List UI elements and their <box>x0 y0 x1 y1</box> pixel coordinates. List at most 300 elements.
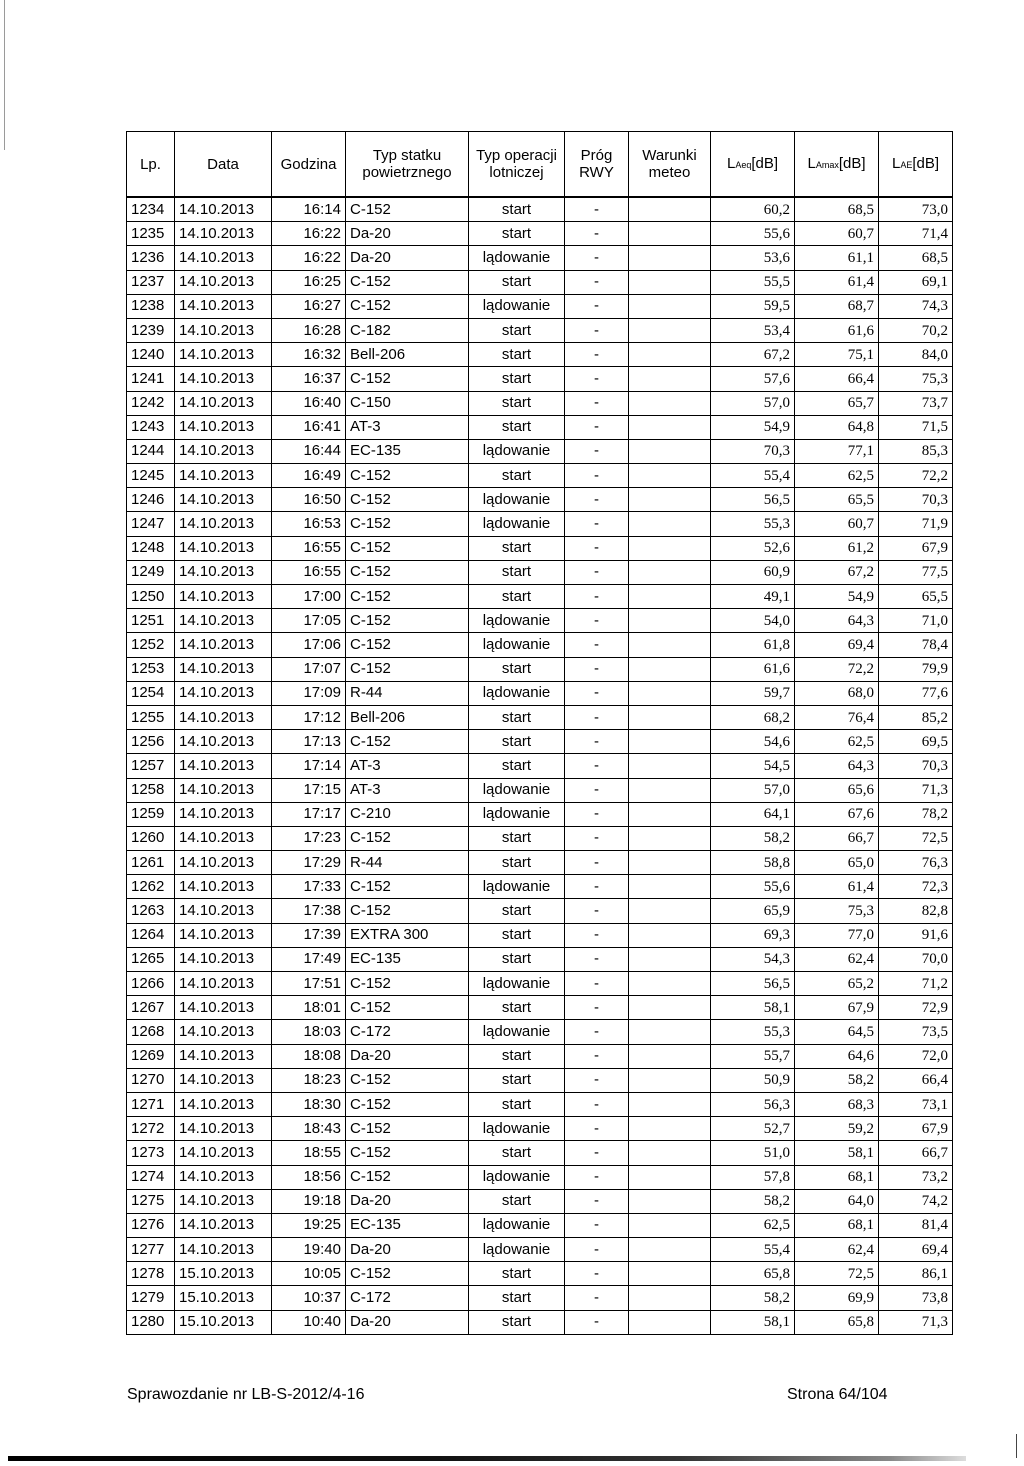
cell-laeq: 55,3 <box>711 512 795 536</box>
cell-lamax: 62,4 <box>795 947 879 971</box>
cell-date: 14.10.2013 <box>175 851 272 875</box>
cell-lamax: 77,0 <box>795 923 879 947</box>
cell-lp: 1275 <box>127 1189 175 1213</box>
cell-laeq: 67,2 <box>711 343 795 367</box>
cell-operation: start <box>469 270 565 294</box>
cell-threshold: - <box>565 343 629 367</box>
cell-aircraft: C-152 <box>346 1165 469 1189</box>
cell-aircraft: C-152 <box>346 1068 469 1092</box>
cell-threshold: - <box>565 1189 629 1213</box>
cell-laeq: 58,2 <box>711 1189 795 1213</box>
cell-laeq: 58,1 <box>711 1310 795 1334</box>
table-row <box>127 1117 953 1141</box>
cell-threshold: - <box>565 972 629 996</box>
cell-lae: 73,5 <box>879 1020 953 1044</box>
cell-weather <box>629 851 711 875</box>
cell-operation: lądowanie <box>469 488 565 512</box>
cell-date: 14.10.2013 <box>175 1092 272 1116</box>
cell-lp: 1263 <box>127 899 175 923</box>
cell-aircraft: Da-20 <box>346 1238 469 1262</box>
cell-lamax: 69,9 <box>795 1286 879 1310</box>
cell-weather <box>629 875 711 899</box>
cell-operation: start <box>469 826 565 850</box>
cell-lae: 78,2 <box>879 802 953 826</box>
cell-lamax: 68,0 <box>795 681 879 705</box>
table-row <box>127 705 953 729</box>
cell-threshold: - <box>565 270 629 294</box>
cell-time: 17:33 <box>272 875 346 899</box>
cell-time: 17:15 <box>272 778 346 802</box>
cell-operation: start <box>469 318 565 342</box>
cell-aircraft: Da-20 <box>346 246 469 270</box>
cell-threshold: - <box>565 488 629 512</box>
cell-date: 14.10.2013 <box>175 246 272 270</box>
cell-aircraft: Da-20 <box>346 1044 469 1068</box>
cell-lae: 71,3 <box>879 778 953 802</box>
cell-lamax: 67,2 <box>795 560 879 584</box>
cell-lp: 1258 <box>127 778 175 802</box>
cell-weather <box>629 536 711 560</box>
cell-threshold: - <box>565 222 629 246</box>
cell-lae: 70,0 <box>879 947 953 971</box>
cell-time: 17:13 <box>272 730 346 754</box>
cell-weather <box>629 681 711 705</box>
cell-lamax: 60,7 <box>795 222 879 246</box>
cell-lae: 86,1 <box>879 1262 953 1286</box>
cell-time: 16:22 <box>272 222 346 246</box>
cell-operation: lądowanie <box>469 1117 565 1141</box>
cell-laeq: 56,3 <box>711 1092 795 1116</box>
cell-operation: start <box>469 222 565 246</box>
cell-threshold: - <box>565 826 629 850</box>
cell-date: 14.10.2013 <box>175 270 272 294</box>
cell-lamax: 58,1 <box>795 1141 879 1165</box>
cell-date: 14.10.2013 <box>175 560 272 584</box>
cell-time: 16:25 <box>272 270 346 294</box>
cell-threshold: - <box>565 1310 629 1334</box>
cell-time: 16:55 <box>272 536 346 560</box>
cell-weather <box>629 1141 711 1165</box>
cell-laeq: 55,6 <box>711 875 795 899</box>
cell-time: 18:56 <box>272 1165 346 1189</box>
cell-laeq: 56,5 <box>711 972 795 996</box>
cell-threshold: - <box>565 1141 629 1165</box>
cell-date: 14.10.2013 <box>175 705 272 729</box>
cell-time: 17:38 <box>272 899 346 923</box>
cell-time: 17:14 <box>272 754 346 778</box>
cell-weather <box>629 609 711 633</box>
cell-aircraft: C-150 <box>346 391 469 415</box>
cell-date: 14.10.2013 <box>175 197 272 222</box>
cell-lp: 1234 <box>127 197 175 222</box>
cell-lamax: 62,5 <box>795 464 879 488</box>
cell-operation: start <box>469 1310 565 1334</box>
cell-laeq: 58,8 <box>711 851 795 875</box>
table-row <box>127 826 953 850</box>
cell-operation: start <box>469 657 565 681</box>
cell-weather <box>629 899 711 923</box>
cell-lae: 69,4 <box>879 1238 953 1262</box>
table-row <box>127 391 953 415</box>
cell-threshold: - <box>565 512 629 536</box>
cell-lamax: 67,9 <box>795 996 879 1020</box>
cell-date: 14.10.2013 <box>175 439 272 463</box>
cell-aircraft: C-152 <box>346 1262 469 1286</box>
cell-threshold: - <box>565 246 629 270</box>
cell-date: 15.10.2013 <box>175 1262 272 1286</box>
cell-aircraft: C-152 <box>346 633 469 657</box>
cell-lae: 71,2 <box>879 972 953 996</box>
cell-time: 16:40 <box>272 391 346 415</box>
cell-weather <box>629 391 711 415</box>
cell-time: 17:39 <box>272 923 346 947</box>
table-row <box>127 633 953 657</box>
cell-operation: start <box>469 947 565 971</box>
report-number: Sprawozdanie nr LB-S-2012/4-16 <box>127 1386 365 1403</box>
cell-lp: 1255 <box>127 705 175 729</box>
cell-weather <box>629 488 711 512</box>
cell-weather <box>629 197 711 222</box>
cell-lp: 1267 <box>127 996 175 1020</box>
cell-laeq: 55,3 <box>711 1020 795 1044</box>
table-row <box>127 851 953 875</box>
cell-time: 18:23 <box>272 1068 346 1092</box>
cell-operation: start <box>469 367 565 391</box>
cell-time: 16:41 <box>272 415 346 439</box>
cell-aircraft: AT-3 <box>346 754 469 778</box>
cell-aircraft: EC-135 <box>346 1213 469 1237</box>
cell-threshold: - <box>565 1262 629 1286</box>
table-row <box>127 778 953 802</box>
cell-date: 14.10.2013 <box>175 536 272 560</box>
cell-operation: start <box>469 923 565 947</box>
cell-laeq: 52,7 <box>711 1117 795 1141</box>
cell-lp: 1280 <box>127 1310 175 1334</box>
cell-lamax: 64,5 <box>795 1020 879 1044</box>
table-row <box>127 947 953 971</box>
table-row <box>127 754 953 778</box>
cell-lamax: 68,1 <box>795 1213 879 1237</box>
cell-lae: 70,3 <box>879 754 953 778</box>
cell-lae: 84,0 <box>879 343 953 367</box>
cell-aircraft: C-152 <box>346 730 469 754</box>
cell-lae: 77,6 <box>879 681 953 705</box>
cell-threshold: - <box>565 1165 629 1189</box>
cell-date: 15.10.2013 <box>175 1310 272 1334</box>
cell-operation: lądowanie <box>469 633 565 657</box>
cell-lae: 75,3 <box>879 367 953 391</box>
table-row <box>127 899 953 923</box>
cell-time: 16:55 <box>272 560 346 584</box>
cell-operation: lądowanie <box>469 875 565 899</box>
cell-aircraft: C-172 <box>346 1020 469 1044</box>
cell-time: 17:06 <box>272 633 346 657</box>
cell-laeq: 57,8 <box>711 1165 795 1189</box>
cell-lp: 1257 <box>127 754 175 778</box>
scan-edge-mark <box>1016 1434 1017 1458</box>
cell-lamax: 60,7 <box>795 512 879 536</box>
cell-laeq: 51,0 <box>711 1141 795 1165</box>
cell-aircraft: C-152 <box>346 367 469 391</box>
cell-lamax: 61,4 <box>795 875 879 899</box>
cell-threshold: - <box>565 1092 629 1116</box>
cell-lamax: 65,5 <box>795 488 879 512</box>
cell-time: 17:17 <box>272 802 346 826</box>
cell-operation: start <box>469 1068 565 1092</box>
cell-lamax: 59,2 <box>795 1117 879 1141</box>
cell-lae: 73,1 <box>879 1092 953 1116</box>
table-row <box>127 1020 953 1044</box>
cell-aircraft: EC-135 <box>346 439 469 463</box>
cell-weather <box>629 1238 711 1262</box>
cell-time: 16:49 <box>272 464 346 488</box>
cell-threshold: - <box>565 657 629 681</box>
cell-time: 17:05 <box>272 609 346 633</box>
cell-weather <box>629 826 711 850</box>
cell-operation: start <box>469 1189 565 1213</box>
table-row <box>127 1189 953 1213</box>
cell-date: 14.10.2013 <box>175 1068 272 1092</box>
cell-lp: 1243 <box>127 415 175 439</box>
header-lae: LAE[dB] <box>879 132 953 198</box>
cell-threshold: - <box>565 802 629 826</box>
cell-weather <box>629 1286 711 1310</box>
cell-date: 14.10.2013 <box>175 343 272 367</box>
table-row <box>127 1141 953 1165</box>
cell-date: 15.10.2013 <box>175 1286 272 1310</box>
cell-threshold: - <box>565 609 629 633</box>
cell-weather <box>629 1044 711 1068</box>
cell-date: 14.10.2013 <box>175 391 272 415</box>
table-row <box>127 1092 953 1116</box>
cell-lae: 71,4 <box>879 222 953 246</box>
cell-lae: 67,9 <box>879 1117 953 1141</box>
cell-aircraft: C-172 <box>346 1286 469 1310</box>
cell-threshold: - <box>565 996 629 1020</box>
cell-operation: lądowanie <box>469 512 565 536</box>
cell-operation: lądowanie <box>469 681 565 705</box>
cell-aircraft: C-152 <box>346 1117 469 1141</box>
cell-threshold: - <box>565 318 629 342</box>
cell-time: 10:05 <box>272 1262 346 1286</box>
cell-lp: 1237 <box>127 270 175 294</box>
table-row <box>127 197 953 222</box>
cell-lae: 71,3 <box>879 1310 953 1334</box>
cell-date: 14.10.2013 <box>175 754 272 778</box>
cell-date: 14.10.2013 <box>175 1020 272 1044</box>
cell-lae: 69,1 <box>879 270 953 294</box>
cell-lp: 1247 <box>127 512 175 536</box>
cell-date: 14.10.2013 <box>175 1044 272 1068</box>
cell-threshold: - <box>565 899 629 923</box>
cell-operation: start <box>469 1262 565 1286</box>
cell-weather <box>629 270 711 294</box>
cell-aircraft: EXTRA 300 <box>346 923 469 947</box>
cell-date: 14.10.2013 <box>175 1189 272 1213</box>
cell-date: 14.10.2013 <box>175 947 272 971</box>
cell-operation: start <box>469 464 565 488</box>
cell-threshold: - <box>565 633 629 657</box>
cell-laeq: 59,5 <box>711 294 795 318</box>
cell-operation: start <box>469 585 565 609</box>
cell-lp: 1249 <box>127 560 175 584</box>
cell-lamax: 68,5 <box>795 197 879 222</box>
table-row <box>127 609 953 633</box>
cell-date: 14.10.2013 <box>175 681 272 705</box>
table-row <box>127 923 953 947</box>
cell-time: 16:14 <box>272 197 346 222</box>
table-row <box>127 657 953 681</box>
cell-threshold: - <box>565 1286 629 1310</box>
cell-weather <box>629 560 711 584</box>
cell-weather <box>629 1213 711 1237</box>
cell-aircraft: R-44 <box>346 851 469 875</box>
cell-weather <box>629 705 711 729</box>
table-row <box>127 222 953 246</box>
cell-date: 14.10.2013 <box>175 1117 272 1141</box>
table-body <box>127 197 953 1334</box>
cell-weather <box>629 439 711 463</box>
cell-weather <box>629 246 711 270</box>
cell-laeq: 58,2 <box>711 1286 795 1310</box>
cell-date: 14.10.2013 <box>175 802 272 826</box>
cell-lamax: 65,0 <box>795 851 879 875</box>
cell-weather <box>629 633 711 657</box>
cell-laeq: 58,2 <box>711 826 795 850</box>
cell-threshold: - <box>565 439 629 463</box>
cell-lae: 73,0 <box>879 197 953 222</box>
cell-lae: 72,9 <box>879 996 953 1020</box>
cell-date: 14.10.2013 <box>175 585 272 609</box>
cell-lp: 1264 <box>127 923 175 947</box>
cell-lae: 68,5 <box>879 246 953 270</box>
cell-laeq: 64,1 <box>711 802 795 826</box>
cell-threshold: - <box>565 1068 629 1092</box>
cell-aircraft: C-152 <box>346 899 469 923</box>
cell-date: 14.10.2013 <box>175 609 272 633</box>
cell-time: 16:32 <box>272 343 346 367</box>
cell-lamax: 62,5 <box>795 730 879 754</box>
cell-lae: 65,5 <box>879 585 953 609</box>
cell-lae: 74,3 <box>879 294 953 318</box>
cell-lamax: 61,6 <box>795 318 879 342</box>
cell-threshold: - <box>565 1213 629 1237</box>
cell-time: 16:50 <box>272 488 346 512</box>
cell-threshold: - <box>565 778 629 802</box>
cell-lae: 71,0 <box>879 609 953 633</box>
cell-lae: 66,7 <box>879 1141 953 1165</box>
cell-date: 14.10.2013 <box>175 826 272 850</box>
cell-weather <box>629 222 711 246</box>
cell-time: 10:40 <box>272 1310 346 1334</box>
table-row <box>127 270 953 294</box>
cell-date: 14.10.2013 <box>175 1238 272 1262</box>
cell-laeq: 49,1 <box>711 585 795 609</box>
cell-laeq: 60,9 <box>711 560 795 584</box>
cell-operation: start <box>469 851 565 875</box>
table-row <box>127 294 953 318</box>
cell-threshold: - <box>565 197 629 222</box>
cell-lp: 1256 <box>127 730 175 754</box>
table-row <box>127 585 953 609</box>
cell-aircraft: C-152 <box>346 972 469 996</box>
cell-date: 14.10.2013 <box>175 657 272 681</box>
cell-lp: 1277 <box>127 1238 175 1262</box>
cell-date: 14.10.2013 <box>175 318 272 342</box>
cell-lp: 1276 <box>127 1213 175 1237</box>
cell-aircraft: Bell-206 <box>346 343 469 367</box>
cell-lamax: 67,6 <box>795 802 879 826</box>
header-typ-operacji: Typ operacji lotniczej <box>469 132 565 198</box>
cell-aircraft: C-152 <box>346 1141 469 1165</box>
cell-operation: start <box>469 560 565 584</box>
cell-lp: 1235 <box>127 222 175 246</box>
cell-lp: 1245 <box>127 464 175 488</box>
header-laeq: LAeq[dB] <box>711 132 795 198</box>
table-row <box>127 536 953 560</box>
cell-lae: 85,2 <box>879 705 953 729</box>
cell-weather <box>629 947 711 971</box>
cell-operation: start <box>469 899 565 923</box>
cell-lamax: 54,9 <box>795 585 879 609</box>
table-row <box>127 1238 953 1262</box>
cell-aircraft: C-210 <box>346 802 469 826</box>
cell-time: 17:07 <box>272 657 346 681</box>
cell-weather <box>629 464 711 488</box>
cell-weather <box>629 1165 711 1189</box>
cell-threshold: - <box>565 415 629 439</box>
table-row <box>127 318 953 342</box>
cell-time: 18:30 <box>272 1092 346 1116</box>
cell-aircraft: C-152 <box>346 657 469 681</box>
table-row <box>127 996 953 1020</box>
cell-operation: lądowanie <box>469 439 565 463</box>
cell-aircraft: C-152 <box>346 609 469 633</box>
cell-weather <box>629 972 711 996</box>
header-typ-statku: Typ statku powietrznego <box>346 132 469 198</box>
cell-weather <box>629 415 711 439</box>
cell-aircraft: Bell-206 <box>346 705 469 729</box>
cell-operation: lądowanie <box>469 802 565 826</box>
cell-time: 17:12 <box>272 705 346 729</box>
cell-laeq: 54,6 <box>711 730 795 754</box>
cell-lae: 81,4 <box>879 1213 953 1237</box>
cell-time: 16:22 <box>272 246 346 270</box>
cell-date: 14.10.2013 <box>175 730 272 754</box>
table-row <box>127 802 953 826</box>
cell-aircraft: R-44 <box>346 681 469 705</box>
scan-bottom-bar <box>8 1456 966 1461</box>
cell-operation: start <box>469 415 565 439</box>
cell-operation: lądowanie <box>469 1238 565 1262</box>
cell-operation: start <box>469 996 565 1020</box>
cell-operation: start <box>469 536 565 560</box>
cell-laeq: 56,5 <box>711 488 795 512</box>
cell-time: 16:27 <box>272 294 346 318</box>
cell-threshold: - <box>565 560 629 584</box>
cell-time: 18:01 <box>272 996 346 1020</box>
cell-time: 17:51 <box>272 972 346 996</box>
cell-laeq: 65,8 <box>711 1262 795 1286</box>
table-row <box>127 246 953 270</box>
cell-laeq: 55,4 <box>711 464 795 488</box>
cell-lae: 67,9 <box>879 536 953 560</box>
cell-operation: lądowanie <box>469 778 565 802</box>
cell-laeq: 60,2 <box>711 197 795 222</box>
cell-lae: 73,7 <box>879 391 953 415</box>
cell-weather <box>629 923 711 947</box>
cell-lae: 78,4 <box>879 633 953 657</box>
